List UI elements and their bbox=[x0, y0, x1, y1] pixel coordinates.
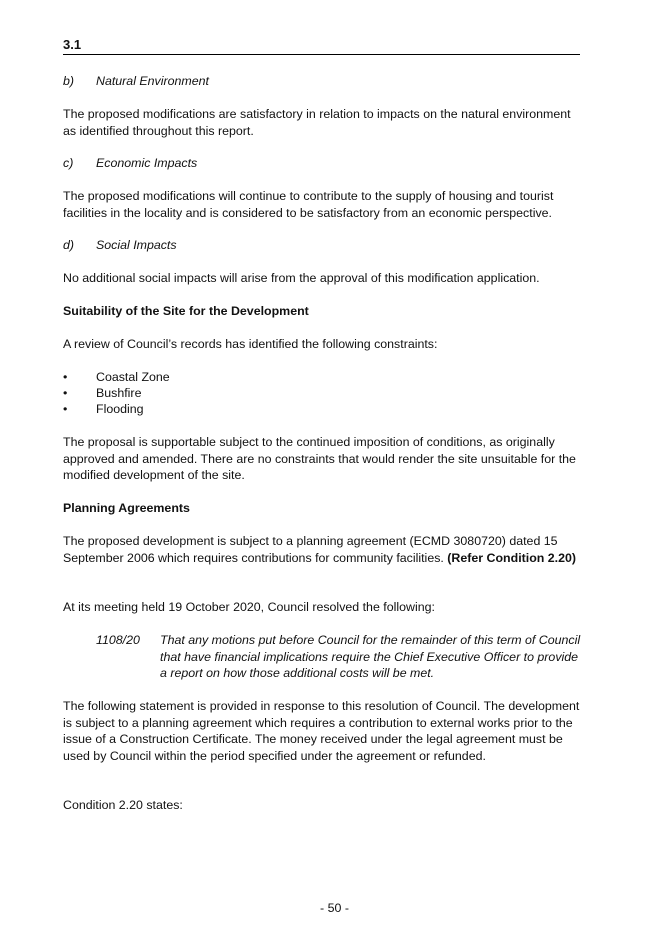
list-item-text: Bushfire bbox=[96, 386, 142, 400]
section-number: 3.1 bbox=[63, 37, 82, 52]
bullet-icon: • bbox=[63, 370, 68, 384]
list-item bbox=[63, 401, 144, 418]
economic-letter: c) bbox=[63, 156, 74, 170]
economic-title: Economic Impacts bbox=[96, 156, 198, 170]
bullet-icon: • bbox=[63, 402, 68, 416]
header-rule bbox=[63, 54, 580, 55]
resolution-text: That any motions put before Council for the remainder of this term of Council that have financial implications require the Chief Executive Officer to provide a report on how those additional costs will be met. bbox=[160, 633, 581, 680]
list-item bbox=[63, 369, 170, 386]
natural-env-title: Natural Environment bbox=[96, 74, 209, 88]
bullet-icon: • bbox=[63, 386, 68, 400]
planning-heading: Planning Agreements bbox=[63, 501, 190, 515]
page-number: - 50 - bbox=[320, 901, 349, 915]
planning-text-body: The proposed development is subject to a planning agreement (ECMD 3080720) dated 15 September 2006 which requires contributions for community facilities. bbox=[63, 534, 558, 565]
list-item-text: Flooding bbox=[96, 402, 144, 416]
list-item-text: Coastal Zone bbox=[96, 370, 170, 384]
economic-text: The proposed modifications will continue to contribute to the supply of housing and tourist facilities in the locality and is considered to be satisfactory from an economic perspective. bbox=[63, 189, 554, 220]
suitability-intro: A review of Council’s records has identified the following constraints: bbox=[63, 337, 438, 351]
natural-env-text: The proposed modifications are satisfactory in relation to impacts on the natural environment as identified throughout this report. bbox=[63, 107, 571, 138]
social-text: No additional social impacts will arise from the approval of this modification application. bbox=[63, 271, 540, 285]
planning-refer: (Refer Condition 2.20) bbox=[447, 550, 577, 565]
social-letter: d) bbox=[63, 238, 75, 252]
suitability-heading: Suitability of the Site for the Development bbox=[63, 304, 309, 318]
social-title: Social Impacts bbox=[96, 238, 177, 252]
planning-statement: The following statement is provided in response to this resolution of Council. The development is subject to a planning agreement which requires a contribution to external works prior to the issue of a Construction Certificate. The money received under the legal agreement must be used by Council within the period specified under the agreement or refunded. bbox=[63, 699, 580, 763]
natural-env-letter: b) bbox=[63, 74, 75, 88]
resolution-number: 1108/20 bbox=[96, 633, 140, 647]
list-item bbox=[63, 385, 141, 402]
planning-text bbox=[63, 533, 583, 566]
suitability-text: The proposal is supportable subject to the continued imposition of conditions, as originally approved and amended. There are no constraints that would render the site unsuitable for the modified development of the site. bbox=[63, 435, 576, 482]
condition-intro: Condition 2.20 states: bbox=[63, 798, 183, 812]
planning-meeting: At its meeting held 19 October 2020, Council resolved the following: bbox=[63, 600, 435, 614]
